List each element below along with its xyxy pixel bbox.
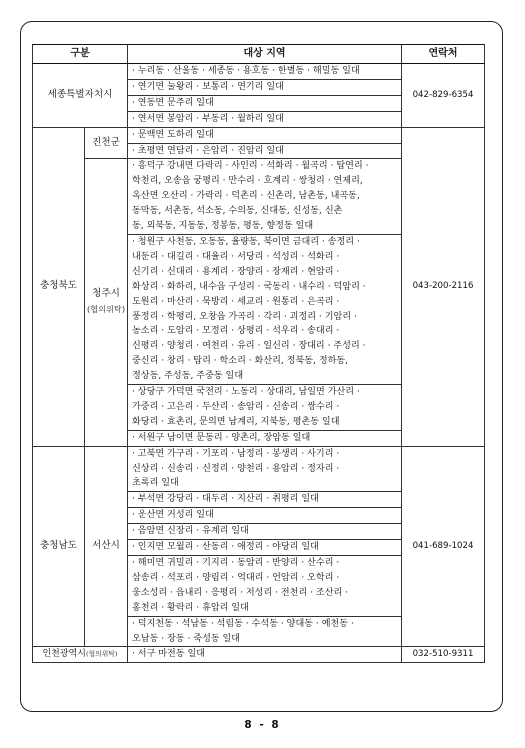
area-cell: · 흥덕구 강내면 다락리 · 사인리 · 석화리 · 월곡리 · 탑연리 · 학천리, 오송읍 궁평리 · 만수리 · 호계리 · 쌍청리 · 연제리, 옥산면 오산리 · 가락리 · 덕촌리 · 신촌리, 남촌동, 내곡동, 동막동, 서촌동, 석소동, 수의동, 신대동, 신성동, 신촌 동, 외북동, 지동동, 정봉동, 평동, 향정동 일대 (128, 159, 402, 235)
area-cell: · 서구 마전동 일대 (128, 647, 402, 663)
area-cell: · 청원구 사천동, 오동동, 율량동, 북이면 금대리 · 송정리 · 내둔리 · 대길리 · 대율리 · 서당리 · 석성리 · 석화리 · 신기리 · 신대리 · 용계리 · 장양리 · 장재리 · 현암리 · 화상리 · 화하리, 내수읍 구성리 · 국동리 · 내수리 · 덕암리 · 도원리 · 마산리 · 묵방리 · 세교리 · 원통리 · 은곡리 · 풍정리 · 학평리, 오창읍 가곡리 · 각리 · 괴정리 · 기암리 · 농소리 · 도암리 · 모정리 · 상평리 · 석우리 · 송대리 · 신평리 · 양청리 · 여천리 · 유리 · 일신리 · 장대리 · 주성리 · 중신리 · 창리 · 탑리 · 학소리 · 화산리, 정북동, 정하동, 정상동, 주성동, 주중동 일대 (128, 234, 402, 384)
subregion-cheongju (85, 159, 128, 446)
area-cell: · 덕지천동 · 석남동 · 석림동 · 수석동 · 양대동 · 예천동 · 오남동 · 장동 · 죽성동 일대 (128, 616, 402, 647)
area-cell: · 문백면 도하리 일대 (128, 127, 402, 143)
area-cell: · 초평면 연담리 · 은암리 · 진암리 일대 (128, 143, 402, 159)
subregion-cheongju-name: 청주시 (92, 288, 120, 300)
region-incheon-note: (협의위탁) (85, 650, 118, 659)
contact-chungnam: 041-689-1024 (402, 446, 485, 647)
contact-chungbuk: 043-200-2116 (402, 127, 485, 446)
header-category: 구분 (33, 45, 128, 64)
contact-incheon: 032-510-9311 (402, 647, 485, 663)
table-header-row (33, 45, 485, 64)
area-cell: · 연기면 눌왕리 · 보통리 · 연기리 일대 (128, 79, 402, 95)
contact-sejong: 042-829-6354 (402, 64, 485, 128)
area-cell: · 인지면 모월리 · 산동리 · 애정리 · 야당리 일대 (128, 540, 402, 556)
area-cell: · 해미면 귀밀리 · 기지리 · 동암리 · 반양리 · 산수리 · 삼송리 · 석포리 · 양림리 · 억대리 · 언암리 · 오학리 · 웅소성리 · 읍내리 · 응평리 · 저성리 · 전천리 · 조산리 · 홍천리 · 황락리 · 휴암리 일대 (128, 556, 402, 617)
table-row (33, 127, 485, 143)
target-area-table (32, 44, 485, 663)
region-sejong: 세종특별자치시 (33, 64, 128, 128)
area-cell: · 부석면 강당리 · 대두리 · 지산리 · 취평리 일대 (128, 492, 402, 508)
area-cell: · 연동면 문주리 일대 (128, 95, 402, 111)
area-cell: · 상당구 가덕면 국전리 · 노동리 · 상대리, 남일면 가산리 · 가중리 · 고은리 · 두산리 · 송암리 · 신송리 · 쌍수리 · 화당리 · 효촌리, 문의면 남계리, 지북동, 평촌동 일대 (128, 385, 402, 431)
area-cell: · 연서면 봉암리 · 부동리 · 월하리 일대 (128, 111, 402, 127)
table-row (33, 647, 485, 663)
subregion-cheongju-note: (협의위탁) (86, 304, 126, 315)
subregion-jincheon: 진천군 (85, 127, 128, 159)
region-chungnam: 충청남도 (33, 446, 85, 647)
area-cell: · 음암면 신장리 · 유계리 일대 (128, 524, 402, 540)
area-cell: · 고북면 가구리 · 기포리 · 남정리 · 봉생리 · 사기리 · 신상리 · 신송리 · 신정리 · 양천리 · 용암리 · 정자리 · 초록리 일대 (128, 446, 402, 492)
area-cell: · 운산면 거성리 일대 (128, 508, 402, 524)
table-row (33, 446, 485, 492)
area-cell: · 서원구 남이면 문동리 · 양촌리, 장암동 일대 (128, 430, 402, 446)
header-contact: 연락처 (402, 45, 485, 64)
table-row (33, 64, 485, 80)
area-cell: · 누리동 · 산울동 · 세종동 · 용호동 · 한별동 · 해밀동 일대 (128, 64, 402, 80)
header-target-area: 대상 지역 (128, 45, 402, 64)
page-number: 8 - 8 (244, 719, 281, 731)
region-incheon (33, 647, 128, 663)
subregion-seosan: 서산시 (85, 446, 128, 647)
region-chungbuk: 충청북도 (33, 127, 85, 446)
region-incheon-name: 인천광역시 (42, 649, 86, 660)
